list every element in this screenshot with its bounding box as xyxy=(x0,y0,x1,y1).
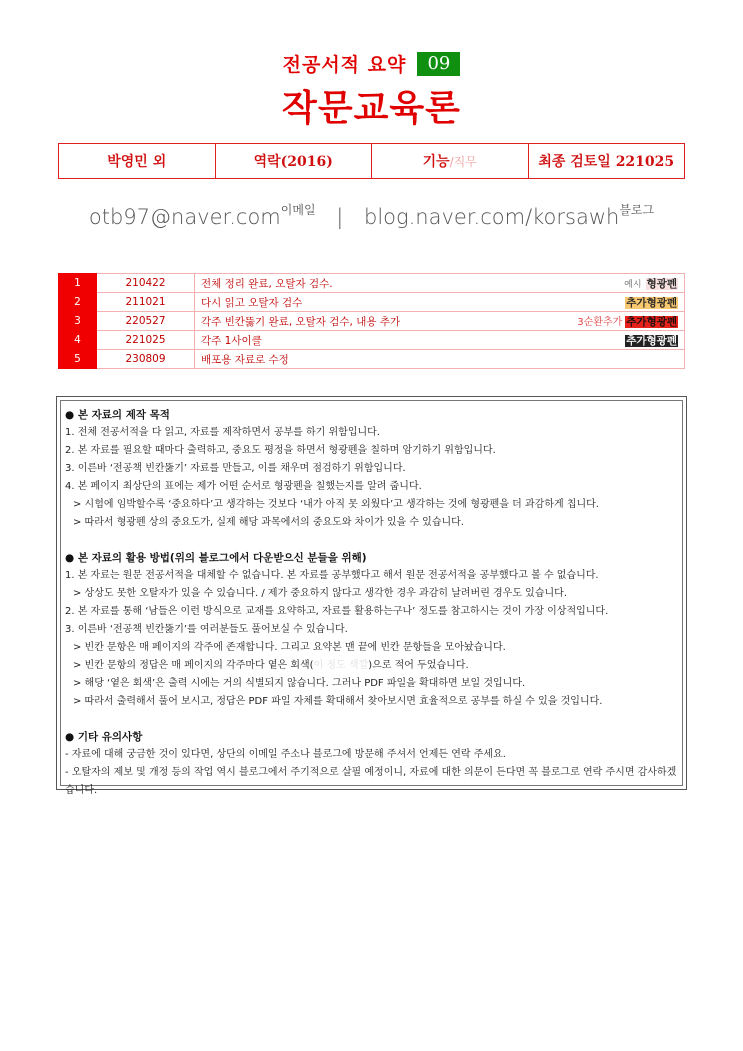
notice-line: 3. 이른바 ‘전공책 빈칸뚫기’ 자료를 만들고, 이를 채우며 점검하기 위함입니다. xyxy=(65,463,406,474)
notice-line: > 따라서 출력해서 풀어 보시고, 정답은 PDF 파일 자체를 확대해서 찾아보시면 효율적으로 공부를 하실 수 있을 것입니다. xyxy=(73,696,603,707)
final-review-cell: 최종 검토일 221025 xyxy=(538,154,675,170)
type-main: 기능 xyxy=(422,154,450,170)
publisher-cell: 역락(2016) xyxy=(216,144,373,178)
type-cell xyxy=(372,144,529,178)
highlight-legend xyxy=(625,295,678,310)
revision-row xyxy=(59,331,685,350)
revision-number: 5 xyxy=(59,350,97,369)
revision-description-cell xyxy=(195,293,685,312)
revision-description-cell xyxy=(195,331,685,350)
highlight-swatch: 형광펜 xyxy=(646,277,677,290)
highlight-prefix: 3순환추가 xyxy=(577,317,623,328)
book-info-table xyxy=(58,143,685,179)
revision-date: 230809 xyxy=(97,350,195,369)
revision-date: 211021 xyxy=(97,293,195,312)
revision-row xyxy=(59,350,685,369)
revision-row xyxy=(59,293,685,312)
notice-line: > 상상도 못한 오탈자가 있을 수 있습니다. / 제가 중요하지 않다고 생각한 경우 과감히 날려버린 경우도 있습니다. xyxy=(73,588,568,599)
revision-number: 1 xyxy=(59,274,97,293)
notice-line: > 따라서 형광펜 상의 중요도가, 실제 해당 과목에서의 중요도와 차이가 있을 수 있습니다. xyxy=(73,517,464,528)
contact-separator: | xyxy=(336,205,344,229)
notice-line: 4. 본 페이지 최상단의 표에는 제가 어떤 순서로 형광펜을 칠했는지를 알려 줍니다. xyxy=(65,481,422,492)
revision-date: 210422 xyxy=(97,274,195,293)
notice-line: 1. 전체 전공서적을 다 읽고, 자료를 제작하면서 공부를 하기 위함입니다. xyxy=(65,427,380,438)
section-purpose-title: ● 본 자료의 제작 목적 xyxy=(65,409,170,421)
revision-row xyxy=(59,274,685,293)
notice-line-faint-example xyxy=(65,657,678,675)
revision-date: 221025 xyxy=(97,331,195,350)
revision-description: 각주 빈칸뚫기 완료, 오탈자 검수, 내용 추가 xyxy=(201,315,401,328)
revision-date: 220527 xyxy=(97,312,195,331)
revision-number: 3 xyxy=(59,312,97,331)
blog-label: 블로그 xyxy=(619,203,655,217)
series-label: 전공서적 요약 xyxy=(282,54,407,76)
revision-description: 다시 읽고 오탈자 검수 xyxy=(201,296,303,309)
type-sub: /직무 xyxy=(449,154,477,169)
contact-line xyxy=(0,205,743,229)
section-other-title: ● 기타 유의사항 xyxy=(65,731,143,743)
revision-description: 배포용 자료로 수정 xyxy=(201,353,289,366)
highlight-swatch: 추가형광펜 xyxy=(626,296,677,309)
document-title: 작문교육론 xyxy=(282,88,461,129)
section-purpose-lines xyxy=(65,424,678,532)
revision-description-cell xyxy=(195,274,685,293)
section-usage-lines xyxy=(65,567,678,711)
series-header xyxy=(0,50,743,80)
notice-line: 2. 본 자료를 통해 ‘남들은 이런 방식으로 교재를 요약하고, 자료를 활용하는구나’ 정도를 참고하시는 것이 가장 이상적입니다. xyxy=(65,606,609,617)
revision-description-cell xyxy=(195,350,685,369)
blog-address[interactable]: blog.naver.com/korsawh xyxy=(364,205,620,229)
notice-line: > 해당 ‘옅은 회색’은 출력 시에는 거의 식별되지 않습니다. 그러나 PDF 파일을 확대하면 보일 것입니다. xyxy=(73,678,526,689)
highlight-legend xyxy=(577,313,678,329)
notice-line: > 빈칸 문항은 매 페이지의 각주에 존재합니다. 그리고 요약본 맨 끝에 빈칸 문항들을 모아놨습니다. xyxy=(73,642,506,653)
highlight-swatch: 추가형광펜 xyxy=(626,316,677,328)
faint-line-end: )으로 적어 두었습니다. xyxy=(368,660,469,671)
notice-line: 3. 이른바 ‘전공책 빈칸뚫기’를 여러분들도 풀어보실 수 있습니다. xyxy=(65,624,348,635)
notice-line: - 자료에 대해 궁금한 것이 있다면, 상단의 이메일 주소나 블로그에 방문해 주셔서 언제든 연락 주세요. xyxy=(65,749,506,760)
series-number-badge: 09 xyxy=(417,52,460,76)
revision-description: 전체 정리 완료, 오탈자 검수. xyxy=(201,277,333,290)
section-usage-title: ● 본 자료의 활용 방법(위의 블로그에서 다운받으신 분들을 위해) xyxy=(65,552,367,564)
notice-line: - 오탈자의 제보 및 개정 등의 작업 역시 블로그에서 주기적으로 살필 예정이니, 자료에 대한 의문이 든다면 꼭 블로그로 연락 주시면 감사하겠습니다. xyxy=(65,767,677,796)
notice-box xyxy=(56,396,687,796)
faint-sample-text: 이 정도 색깔 xyxy=(313,660,369,671)
email-address[interactable]: otb97@naver.com xyxy=(88,205,281,229)
revision-description: 각주 1사이클 xyxy=(201,334,262,347)
section-other-lines xyxy=(65,746,678,800)
notice-line: 1. 본 자료는 원문 전공서적을 대체할 수 없습니다. 본 자료를 공부했다고 해서 원문 전공서적을 공부했다고 볼 수 없습니다. xyxy=(65,570,599,581)
notice-line: 2. 본 자료를 필요할 때마다 출력하고, 중요도 평정을 하면서 형광펜을 칠하며 암기하기 위함입니다. xyxy=(65,445,496,456)
faint-line-start: > 빈칸 문항의 정답은 매 페이지의 각주마다 옅은 회색( xyxy=(73,660,314,671)
revision-description-cell xyxy=(195,312,685,331)
highlight-legend xyxy=(625,333,678,348)
notice-line: > 시험에 임박할수록 ‘중요하다’고 생각하는 것보다 ‘내가 아직 못 외웠다’고 생각하는 것에 형광펜을 더 과감하게 칩니다. xyxy=(73,499,599,510)
email-label: 이메일 xyxy=(280,203,316,217)
revision-row xyxy=(59,312,685,331)
author-cell: 박영민 외 xyxy=(59,144,216,178)
revision-history-table xyxy=(58,273,685,369)
highlight-prefix: 예시 xyxy=(624,279,642,290)
highlight-legend xyxy=(624,276,678,291)
revision-number: 2 xyxy=(59,293,97,312)
revision-number: 4 xyxy=(59,331,97,350)
highlight-swatch: 추가형광펜 xyxy=(626,334,677,347)
